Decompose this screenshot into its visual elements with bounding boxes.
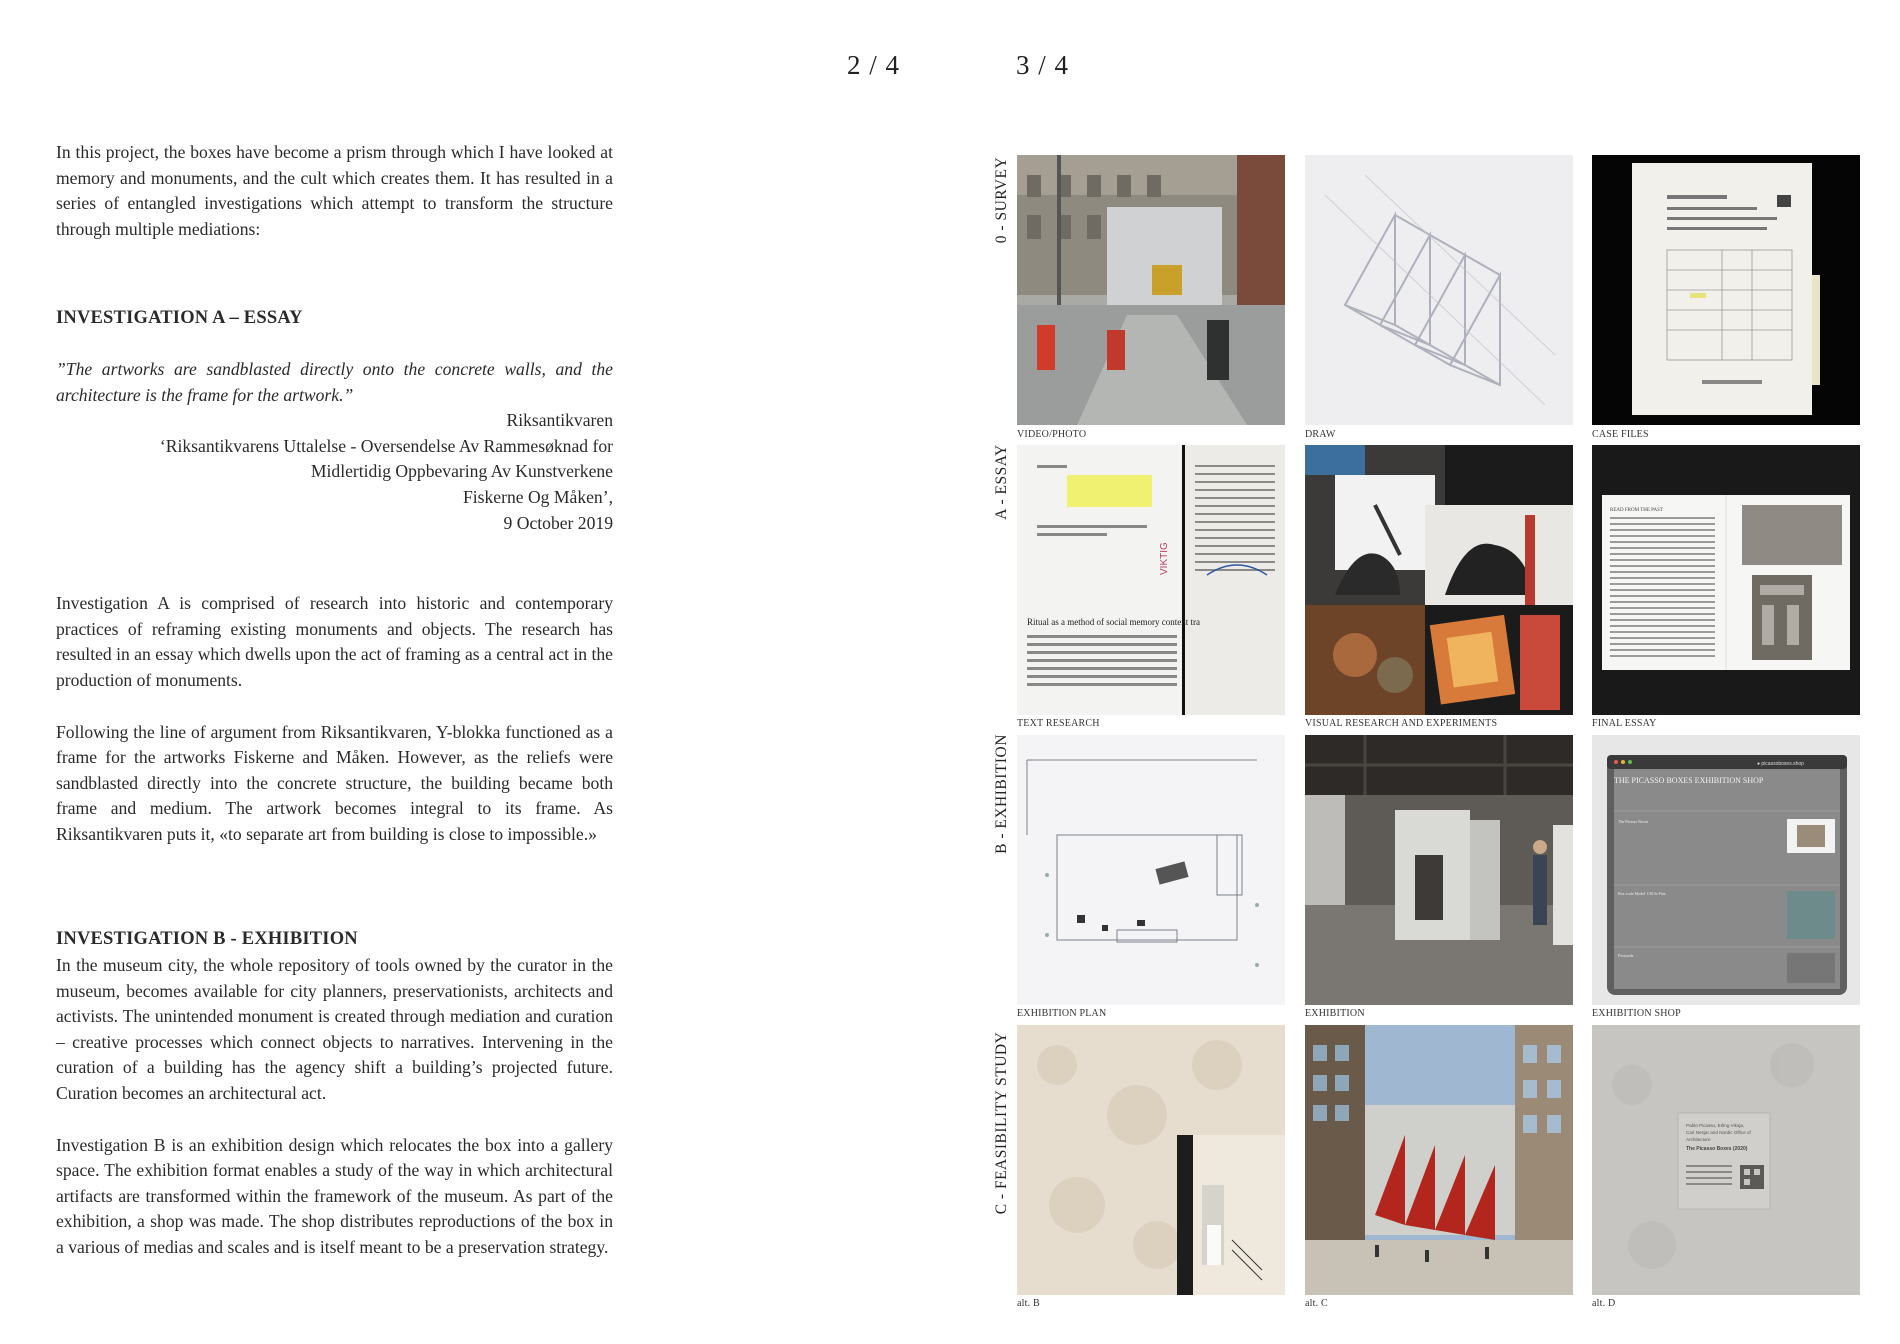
survey-case-files-image [1592, 155, 1860, 425]
quote-attribution [56, 408, 613, 536]
exhibition-shop-image [1592, 735, 1860, 1005]
exhibition-photo-image [1305, 735, 1573, 1005]
investigation-a-paragraph-1: Investigation A is comprised of research into historic and contemporary practices of reframing existing monuments and objects. The research has resulted in an essay which dwells upon the act of framing as a central act in the production of monuments. [56, 593, 613, 690]
caption-text-research: TEXT RESEARCH [1017, 718, 1100, 729]
shop-url: ● picassoboxes.shop [1757, 761, 1804, 767]
row-label-survey: 0 - SURVEY [993, 156, 1010, 244]
essay-heading: READ FROM THE PAST [1610, 508, 1663, 513]
row-label-essay: A - ESSAY [993, 444, 1010, 520]
attribution-line: Midlertidig Oppbevaring Av Kunstverkene [310, 461, 613, 482]
text-column [56, 140, 613, 1261]
investigation-a-paragraph-2: Following the line of argument from Riksantikvaren, Y-blokka functioned as a frame for the artworks Fiskerne and Måken. However, as the reliefs were sandblasted directly into the concrete structure, the building became both frame and medium. The artwork becomes integral to its frame. As Riksantikvaren puts it, «to separate art from building is close to impossible.» [56, 721, 613, 844]
feasibility-alt-c-image [1305, 1025, 1573, 1295]
feasibility-alt-d-image [1592, 1025, 1860, 1295]
caption-draw: DRAW [1305, 429, 1336, 440]
caption-final-essay: FINAL ESSAY [1592, 718, 1657, 729]
attribution-line: 9 October 2019 [503, 512, 613, 533]
essay-text-research-image [1017, 445, 1285, 715]
investigation-a-heading: INVESTIGATION A – ESSAY [56, 308, 303, 329]
plaque-line-1: Pablo Picasso, Erling Viksjø, [1686, 1123, 1745, 1128]
caption-case-files: CASE FILES [1592, 429, 1649, 440]
shop-item-2: Box scale Model 1:50 In Pine [1618, 891, 1666, 896]
attribution-line: ‘Riksantikvarens Uttalelse - Oversendelse Av Rammesøknad for [159, 435, 613, 456]
caption-alt-d: alt. D [1592, 1298, 1616, 1309]
shop-title: THE PICASSO BOXES EXHIBITION SHOP [1614, 776, 1764, 785]
shop-item-1: The Picasso Boxes [1618, 819, 1649, 824]
plaque-line-2: Carl Nesjar and Nordic Office of [1686, 1130, 1751, 1135]
investigation-b-heading: INVESTIGATION B - EXHIBITION [56, 929, 358, 950]
row-label-exhibition: B - EXHIBITION [993, 734, 1010, 854]
caption-exhibition-shop: EXHIBITION SHOP [1592, 1008, 1681, 1019]
plaque-line-3: Architecture [1686, 1137, 1711, 1142]
caption-exhibition-plan: EXHIBITION PLAN [1017, 1008, 1107, 1019]
intro-paragraph: In this project, the boxes have become a prism through which I have looked at memory and monuments, and the cult which creates them. It has resulted in a series of entangled investigations which attempt to transform the structure through multiple mediations: [56, 142, 613, 239]
attribution-line: Riksantikvaren [506, 410, 613, 431]
survey-drawing-image [1305, 155, 1573, 425]
page-number-right: 3 / 4 [1016, 50, 1070, 80]
plaque-title: The Picasso Boxes (2020) [1686, 1146, 1748, 1152]
caption-video-photo: VIDEO/PHOTO [1017, 429, 1087, 440]
essay-visual-research-image [1305, 445, 1573, 715]
feasibility-alt-b-image [1017, 1025, 1285, 1295]
exhibition-plan-image [1017, 735, 1285, 1005]
survey-video-photo-image [1017, 155, 1285, 425]
row-label-feasibility-study: C - FEASIBILITY STUDY [993, 1031, 1010, 1215]
paper-title: Ritual as a method of social memory content tra [1027, 617, 1200, 627]
investigation-b-paragraph-2: Investigation B is an exhibition design which relocates the box into a gallery space. The exhibition format enables a study of the way in which architectural artifacts are transformed within the framework of the museum. As part of the exhibition, a shop was made. The shop distributes reproductions of the box in a various of medias and scales and is itself meant to be a preservation strategy. [56, 1134, 613, 1257]
investigation-b-paragraph-1: In the museum city, the whole repository of tools owned by the curator in the museum, becomes available for city planners, preservationists, architects and activists. The unintended monument is created through mediation and curation – creative processes which connect objects to narratives. Intervening in the curation of a building has the agency shift a building’s projected future. Curation becomes an architectural act. [56, 955, 613, 1104]
caption-exhibition: EXHIBITION [1305, 1008, 1365, 1019]
caption-alt-b: alt. B [1017, 1298, 1040, 1309]
shop-item-3: Postcards [1618, 953, 1634, 958]
riksantikvaren-quote: ”The artworks are sandblasted directly onto the concrete walls, and the architecture is the frame for the artwork.” [56, 358, 613, 405]
essay-final-essay-image [1592, 445, 1860, 715]
page-number-left: 2 / 4 [847, 50, 901, 80]
caption-visual-research: VISUAL RESEARCH AND EXPERIMENTS [1305, 718, 1498, 729]
stamp-label: VIKTIG [1159, 542, 1170, 575]
attribution-line: Fiskerne Og Måken’, [462, 486, 613, 507]
caption-alt-c: alt. C [1305, 1298, 1328, 1309]
